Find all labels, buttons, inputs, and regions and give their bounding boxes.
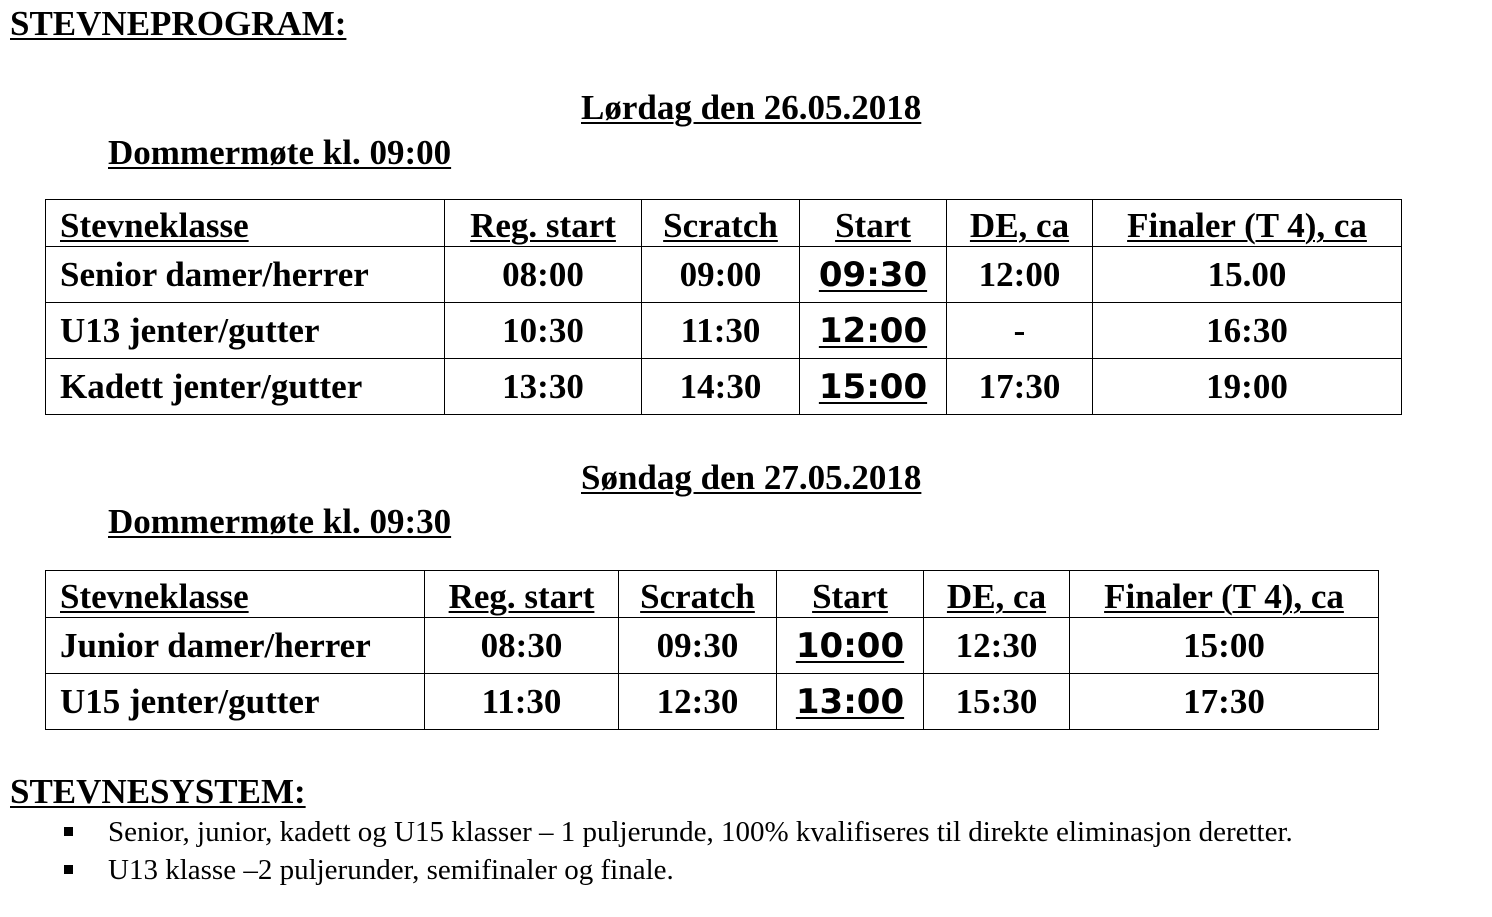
cell-finaler: 17:30 bbox=[1070, 674, 1379, 730]
cell-class: Kadett jenter/gutter bbox=[46, 359, 445, 415]
cell-class: Junior damer/herrer bbox=[46, 618, 425, 674]
header-reg-start: Reg. start bbox=[425, 571, 619, 618]
cell-start: 09:30 bbox=[800, 247, 947, 303]
cell-de: 17:30 bbox=[947, 359, 1093, 415]
cell-class: U13 jenter/gutter bbox=[46, 303, 445, 359]
cell-scratch: 09:30 bbox=[619, 618, 777, 674]
table-row bbox=[46, 359, 1402, 415]
cell-reg-start: 08:00 bbox=[445, 247, 642, 303]
cell-class: U15 jenter/gutter bbox=[46, 674, 425, 730]
square-bullet-icon bbox=[64, 827, 73, 836]
cell-scratch: 14:30 bbox=[642, 359, 800, 415]
cell-reg-start: 10:30 bbox=[445, 303, 642, 359]
table-row bbox=[46, 303, 1402, 359]
cell-class: Senior damer/herrer bbox=[46, 247, 445, 303]
system-list bbox=[62, 813, 1293, 889]
header-start: Start bbox=[800, 200, 947, 247]
list-item: U13 klasse –2 puljerunder, semifinaler og finale. bbox=[62, 851, 1293, 889]
page-title: STEVNEPROGRAM: bbox=[10, 4, 347, 43]
cell-reg-start: 11:30 bbox=[425, 674, 619, 730]
table-row bbox=[46, 247, 1402, 303]
table-header-row bbox=[46, 571, 1379, 618]
header-scratch: Scratch bbox=[642, 200, 800, 247]
header-stevneklasse: Stevneklasse bbox=[46, 571, 425, 618]
cell-reg-start: 13:30 bbox=[445, 359, 642, 415]
saturday-date: Lørdag den 26.05.2018 bbox=[581, 88, 922, 127]
list-item: Senior, junior, kadett og U15 klasser – 1 puljerunde, 100% kvalifiseres til direkte eliminasjon deretter. bbox=[62, 813, 1293, 851]
cell-reg-start: 08:30 bbox=[425, 618, 619, 674]
cell-finaler: 19:00 bbox=[1093, 359, 1402, 415]
cell-finaler: 15:00 bbox=[1070, 618, 1379, 674]
sunday-judges-meeting: Dommermøte kl. 09:30 bbox=[108, 502, 452, 541]
sunday-schedule-table bbox=[45, 570, 1379, 730]
saturday-schedule-table bbox=[45, 199, 1402, 415]
header-reg-start: Reg. start bbox=[445, 200, 642, 247]
system-title: STEVNESYSTEM: bbox=[10, 772, 306, 811]
cell-finaler: 15.00 bbox=[1093, 247, 1402, 303]
cell-scratch: 09:00 bbox=[642, 247, 800, 303]
table-header-row bbox=[46, 200, 1402, 247]
cell-start: 12:00 bbox=[800, 303, 947, 359]
header-finaler: Finaler (T 4), ca bbox=[1070, 571, 1379, 618]
cell-finaler: 16:30 bbox=[1093, 303, 1402, 359]
header-stevneklasse: Stevneklasse bbox=[46, 200, 445, 247]
cell-de: 15:30 bbox=[924, 674, 1070, 730]
cell-start: 13:00 bbox=[777, 674, 924, 730]
sunday-date: Søndag den 27.05.2018 bbox=[581, 458, 922, 497]
saturday-judges-meeting: Dommermøte kl. 09:00 bbox=[108, 133, 452, 172]
table-row bbox=[46, 618, 1379, 674]
cell-scratch: 11:30 bbox=[642, 303, 800, 359]
header-de: DE, ca bbox=[947, 200, 1093, 247]
table-row bbox=[46, 674, 1379, 730]
cell-de: 12:30 bbox=[924, 618, 1070, 674]
cell-start: 10:00 bbox=[777, 618, 924, 674]
header-start: Start bbox=[777, 571, 924, 618]
cell-start: 15:00 bbox=[800, 359, 947, 415]
cell-scratch: 12:30 bbox=[619, 674, 777, 730]
cell-de: 12:00 bbox=[947, 247, 1093, 303]
header-de: DE, ca bbox=[924, 571, 1070, 618]
square-bullet-icon bbox=[64, 865, 73, 874]
header-finaler: Finaler (T 4), ca bbox=[1093, 200, 1402, 247]
header-scratch: Scratch bbox=[619, 571, 777, 618]
cell-de: - bbox=[947, 303, 1093, 359]
